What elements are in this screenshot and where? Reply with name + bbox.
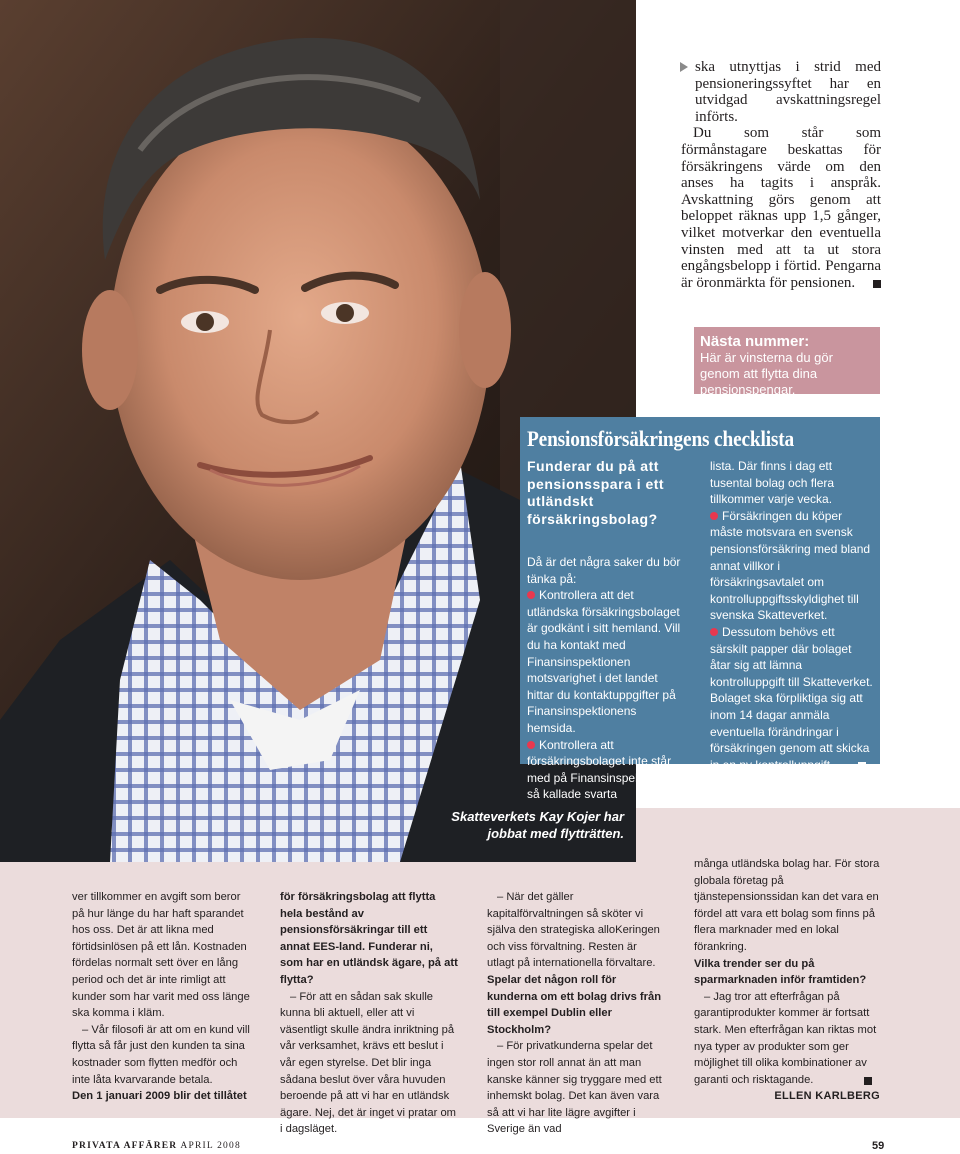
checklist-right-column (710, 458, 874, 786)
intro-paragraph-1: ska utnyttjas i strid med pensioneringssyftet har en utvidgad avskattningsregel införts. (695, 59, 881, 125)
body-column-3 (487, 889, 665, 1138)
checklist-box (520, 417, 880, 802)
issue-date: APRIL 2008 (180, 1141, 241, 1151)
checklist-item-text: Försäkringen du köper måste motsvara en svensk pensionsförsäkring med bland annat villkor i försäkringsavtalet om kontrolluppgiftsskyldighet till svenska Skatteverket. (710, 508, 871, 623)
intro-paragraph-2 (681, 125, 881, 291)
next-issue-box (694, 327, 880, 397)
checklist-left-column (527, 458, 687, 803)
bullet-icon (527, 591, 535, 599)
body-paragraph (694, 989, 880, 1089)
photo-caption: Skatteverkets Kay Kojer har jobbat med flytträtten. (451, 809, 624, 841)
bullet-icon (527, 741, 535, 749)
body-paragraph: – För att en sådan sak skulle kunna bli aktuell, eller att vi väsentligt skulle ändra inriktning på vår verksamhet, krävs ett beslut i vår egen styrelse. Det blir inga sådana beslut över våra huvuden beroende på att vi har en utländsk ägare. Nej, det är inget vi pratar om i dagsläget. (280, 990, 456, 1136)
checklist-byline: ANNIKA CREUTZER (764, 774, 874, 787)
checklist-item-text: Kontrollera att det utländska försäkringsbolaget är godkänt i sitt hemland. Vill du ha kontakt med Finansinspektionen motsvarighet i det landet hittar du kontaktuppgifter på Finansinspektionens hemsida. (527, 588, 681, 735)
interview-question: för försäkringsbolag att flytta hela bestånd av pensionsförsäkringar till ett annat EES-land. Funderar ni, som har en utländsk ägare, på att flytta? (280, 891, 458, 986)
bullet-icon (710, 512, 718, 520)
checklist-item (710, 624, 874, 773)
body-column-2 (280, 889, 458, 1138)
checklist-item (710, 508, 874, 624)
end-mark-icon (864, 1077, 872, 1085)
checklist-intro: Då är det några saker du bör tänka på: (527, 555, 681, 586)
page-number: 59 (872, 1140, 885, 1152)
next-issue-title: Nästa nummer: (700, 333, 810, 350)
checklist-title: Pensionsförsäkringens checklista (527, 426, 795, 451)
checklist-item-text: Kontrollera att försäkringsbolaget inte står med på Finansinspektionens så kallade svarta (527, 737, 680, 802)
body-paragraph-text: – Jag tror att efterfrågan på garantiprodukter kommer är fortsatt stark. Men efterfrågan kan riktas mot nya typer av produkter som ger möjlighet till olika kombinationer av garanti och risktagande. (694, 990, 877, 1086)
checklist-continuation: lista. Där finns i dag ett tusental bolag och flera tillkommer varje vecka. (710, 459, 835, 507)
body-column-1 (72, 889, 250, 1105)
intro-text-column (681, 59, 881, 291)
checklist-item (527, 737, 687, 803)
body-paragraph: – Vår filosofi är att om en kund vill flytta så får just den kunden ta sina kostnader som flytten medför och inte låta kvarvarande betala. (72, 1023, 250, 1086)
body-paragraph: många utländska bolag har. För stora globala företag på tjänstepensionssidan kan det vara en fördel att vara ett bolag som finns på flera marknader med en lokal förankring. (694, 858, 880, 953)
end-mark-icon (858, 762, 866, 770)
checklist-item-text: Dessutom behövs ett särskilt papper där bolaget åtar sig att lämna kontrolluppgift till Skatteverket. Bolaget ska förpliktiga sig att inom 14 dagar anmäla eventuella förändringar i försäkringen genom att skicka in en ny kontrolluppgift. (710, 624, 873, 772)
checklist-left-body (527, 554, 687, 803)
intro-paragraph-2-text: Du som står som förmånstagare beskattas för försäkringens värde om den anses ha tagits i anspråk. Avskattning görs genom att beloppet räknas upp 1,5 gånger, vilket motverkar den eventuella vinsten med att ta ut stora engångsbelopp i förtid. Pengarna är öronmärkta för pensionen. (681, 125, 881, 291)
body-paragraph: ver tillkommer en avgift som beror på hur länge du har haft sparandet hos oss. Det är att likna med förtidsinlösen på ett lån. Kostnaden fördelas normalt sett över en lång period och det är inte rimligt att kunder som har varit med oss länge ska komma i kläm. (72, 891, 250, 1020)
body-paragraph: – När det gäller kapitalförvaltningen så sköter vi själva den strategiska alloKeringen och viss förvaltning. Resten är utlagt på internationella förvaltare. (487, 891, 660, 970)
checklist-item (527, 587, 687, 736)
interview-question: Vilka trender ser du på sparmarknaden inför framtiden? (694, 957, 867, 987)
article-byline: ELLEN KARLBERG (774, 1090, 880, 1103)
body-paragraph: – För privatkunderna spelar det ingen stor roll annat än att man kanske känner sig tryggare med ett inhemskt bolag. Det kan även vara så att vi har lite lägre avgifter i Sverige än vad (487, 1040, 662, 1136)
bullet-icon (710, 628, 718, 636)
checklist-right-body (710, 458, 874, 773)
interview-question: Spelar det någon roll för kunderna om ett bolag drivs från till exempel Dublin eller Stockholm? (487, 973, 662, 1036)
interview-question: Den 1 januari 2009 blir det tillåtet (72, 1090, 247, 1103)
body-column-4 (694, 856, 880, 1105)
footer-magazine (72, 1141, 241, 1151)
next-issue-text: Här är vinsterna du gör genom att flytta dina pensionspengar. (700, 350, 833, 397)
checklist-question: Funderar du på att pensionsspara i ett utländskt försäkringsbolag? (527, 458, 665, 527)
magazine-name: PRIVATA AFFÄRER (72, 1141, 178, 1151)
end-mark-icon (873, 280, 881, 288)
